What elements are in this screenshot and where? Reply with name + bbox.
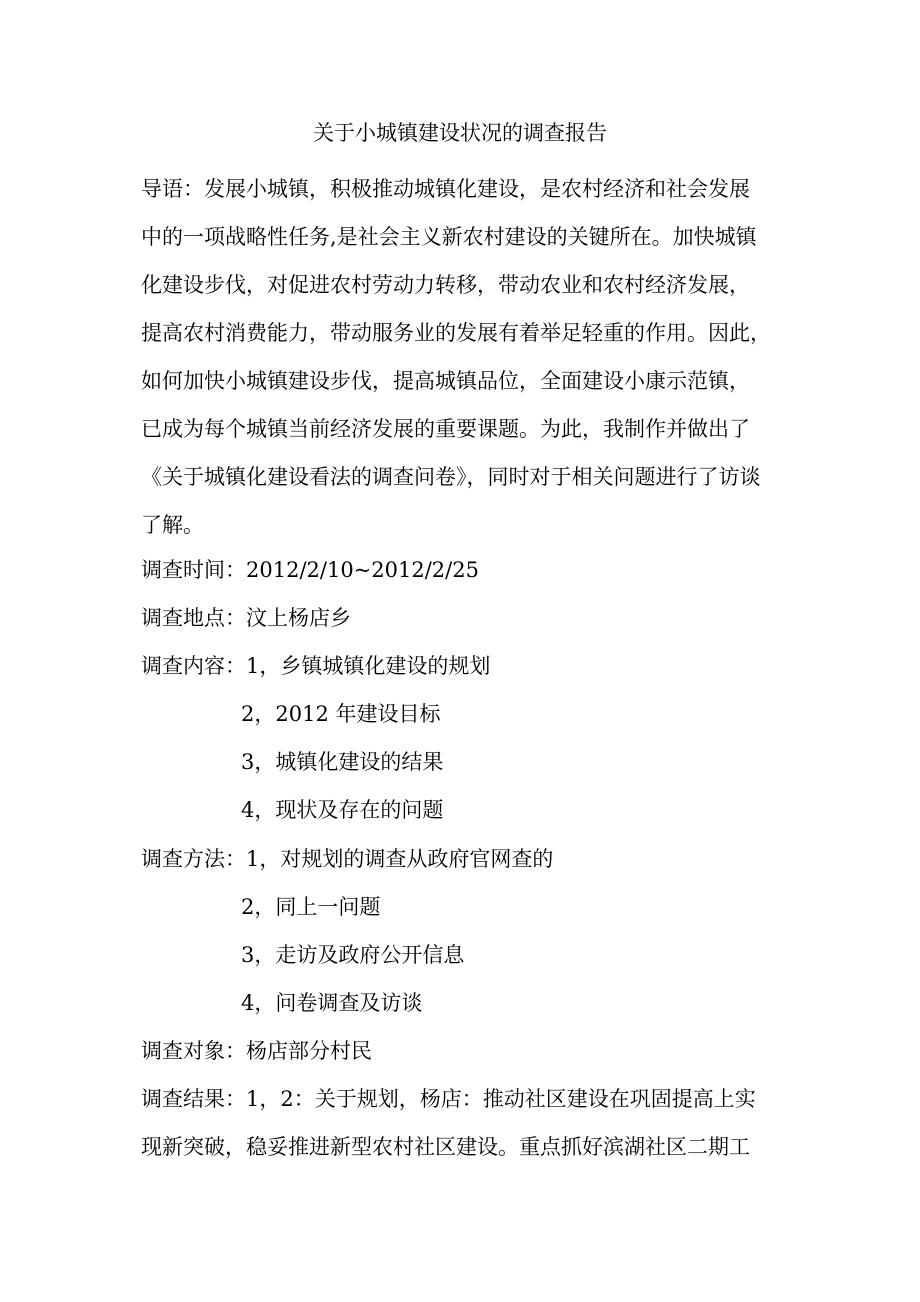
intro-line: 提高农村消费能力，带动服务业的发展有着举足轻重的作用。因此，: [141, 321, 771, 345]
survey-result-line: 调查结果：1，2：关于规划，杨店：推动社区建设在巩固提高上实: [141, 1087, 756, 1111]
intro-line: 如何加快小城镇建设步伐，提高城镇品位，全面建设小康示范镇，: [141, 369, 750, 393]
intro-line: 《关于城镇化建设看法的调查问卷》，同时对于相关问题进行了访谈: [141, 465, 761, 489]
survey-place: 调查地点：汶上杨店乡: [141, 606, 351, 630]
survey-method-item: 4，问卷调查及访谈: [241, 991, 423, 1015]
intro-paragraph: [141, 165, 791, 549]
document-title: 关于小城镇建设状况的调查报告: [313, 121, 607, 145]
survey-method-item: 2，同上一问题: [241, 895, 381, 919]
intro-line: 中的一项战略性任务,是社会主义新农村建设的关键所在。加快城镇: [141, 225, 757, 249]
intro-line: 化建设步伐，对促进农村劳动力转移，带动农业和农村经济发展，: [141, 273, 750, 297]
survey-method-label: 调查方法：1，对规划的调查从政府官网查的: [141, 847, 554, 871]
intro-line: 导语：发展小城镇，积极推动城镇化建设，是农村经济和社会发展: [141, 177, 750, 201]
intro-line: 已成为每个城镇当前经济发展的重要课题。为此，我制作并做出了: [141, 417, 750, 441]
survey-time: 调查时间：2012/2/10~2012/2/25: [141, 558, 479, 582]
survey-content-item: 4，现状及存在的问题: [241, 798, 444, 822]
survey-content-item: 3，城镇化建设的结果: [241, 750, 444, 774]
survey-content-label: 调查内容：1，乡镇城镇化建设的规划: [141, 654, 491, 678]
survey-target: 调查对象：杨店部分村民: [141, 1039, 372, 1063]
intro-line: 了解。: [141, 513, 204, 537]
survey-content-item: 2，2012 年建设目标: [241, 702, 441, 726]
survey-result-line: 现新突破，稳妥推进新型农村社区建设。重点抓好滨湖社区二期工: [141, 1135, 750, 1159]
survey-method-item: 3，走访及政府公开信息: [241, 943, 465, 967]
